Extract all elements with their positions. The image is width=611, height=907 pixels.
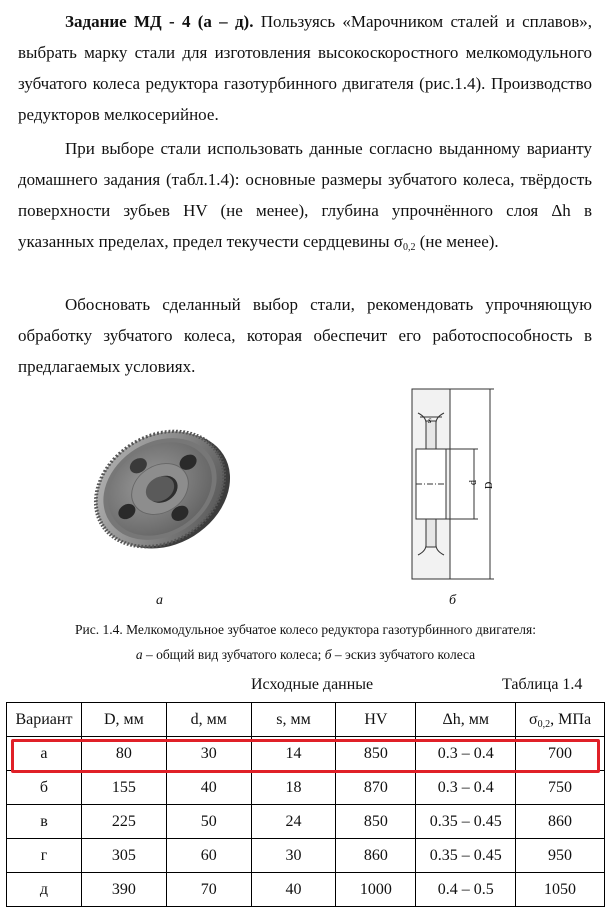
table-cell: 0.3 – 0.4 [416,771,516,805]
sketch-label-D: D [484,481,495,489]
caption-b-text: – эскиз зубчатого колеса [331,647,476,662]
sketch-label-s: s [428,415,432,425]
header-dh: Δh, мм [416,703,516,737]
header-variant: Вариант [7,703,82,737]
table-cell: 225 [81,805,166,839]
header-sigma-unit: , МПа [550,710,592,728]
table-cell: 70 [166,873,251,907]
figure-label-a: а [156,593,163,608]
task-text-1: Пользуясь «Марочником сталей и сплавов», выбрать марку стали для изготовления высокоскоростного мелкомодульного зубчатого колеса редуктора газотурбинного двигателя (рис.1.4). Производство редукторов мелкосерийное. [18,12,592,124]
table-number: Таблица 1.4 [502,676,583,693]
table-cell: 1000 [336,873,416,907]
table-cell: 60 [166,839,251,873]
table-cell: 0.35 – 0.45 [416,805,516,839]
header-sigma-subscript: 0,2 [537,718,551,730]
table-cell: 860 [336,839,416,873]
table-row [7,771,605,805]
table-cell: 860 [516,805,605,839]
gear-sketch [402,383,502,583]
table-cell: 850 [336,737,416,771]
sketch-label-d: d [468,480,479,485]
table-cell: 390 [81,873,166,907]
table-cell: б [7,771,82,805]
table-cell: в [7,805,82,839]
table-cell: 40 [166,771,251,805]
caption-label-a: а [135,647,143,662]
table-row [7,805,605,839]
table-cell: 700 [516,737,605,771]
sigma-subscript: 0,2 [402,242,416,253]
task-text-2-tail: (не менее). [415,232,499,251]
table-cell: 40 [251,873,336,907]
table-cell: 155 [81,771,166,805]
highlight-box [11,739,600,773]
header-D: D, мм [81,703,166,737]
header-sigma-symbol: σ [529,710,538,728]
table-cell: 50 [166,805,251,839]
table-cell: 0.3 – 0.4 [416,737,516,771]
task-title: Задание МД - 4 (а – д). [65,12,254,31]
header-s: s, мм [251,703,336,737]
table-cell: а [7,737,82,771]
figure-caption-line2 [0,645,611,665]
table-cell: 80 [81,737,166,771]
table-row [7,839,605,873]
table-header-row [7,703,605,737]
figure-label-b: б [449,593,457,608]
table-cell: 1050 [516,873,605,907]
task-text-3: Обосновать сделанный выбор стали, рекомендовать упрочняющую обработку зубчатого колеса, которая обеспечит его работоспособность в предлагаемых условиях. [18,295,592,376]
table-cell: 850 [336,805,416,839]
table-cell: 0.4 – 0.5 [416,873,516,907]
task-paragraph-3 [18,289,592,382]
table-cell: 30 [166,737,251,771]
source-data-table [6,702,605,907]
task-text-2: При выборе стали использовать данные согласно выданному варианту домашнего задания (табл.1.4): основные размеры зубчатого колеса, твёрдость поверхности зубьев HV (не менее), глубина упрочнённого слоя Δh в указанных пределах, предел текучести сердцевины σ [18,139,592,251]
caption-label-b: б [324,647,332,662]
header-HV: HV [336,703,416,737]
table-cell: г [7,839,82,873]
task-paragraph-1 [18,6,592,130]
table-cell: 14 [251,737,336,771]
table-row [7,873,605,907]
figure-caption-line1: Рис. 1.4. Мелкомодульное зубчатое колесо редуктора газотурбинного двигателя: [75,622,536,637]
header-sigma [516,703,605,737]
task-paragraph-2 [18,133,592,257]
table-cell: 750 [516,771,605,805]
header-d: d, мм [166,703,251,737]
table-title: Исходные данные [251,676,374,693]
table-cell: 30 [251,839,336,873]
table-cell: д [7,873,82,907]
table-cell: 870 [336,771,416,805]
table-cell: 24 [251,805,336,839]
table-cell: 305 [81,839,166,873]
table-cell: 0.35 – 0.45 [416,839,516,873]
table-cell: 950 [516,839,605,873]
caption-a-text: – общий вид зубчатого колеса; [142,647,325,662]
table-cell: 18 [251,771,336,805]
gear-3d-illustration [86,405,234,573]
